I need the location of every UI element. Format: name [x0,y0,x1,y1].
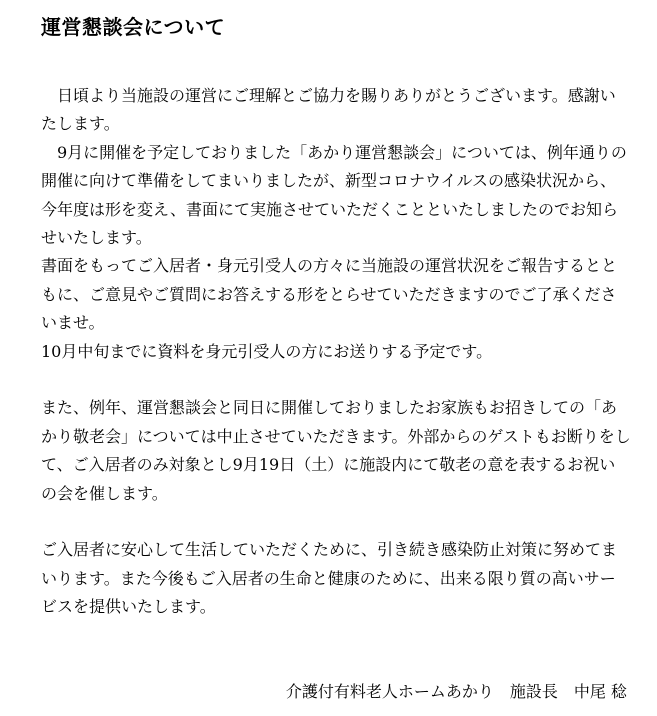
signature-line: 介護付有料老人ホームあかり 施設長 中尾 稔 [285,682,627,701]
paragraph-respect-for-aged: また、例年、運営懇談会と同日に開催しておりましたお家族もお招きしての「あかり敬老会」については中止させていただきます。外部からのゲストもお断りをして、ご入居者のみ対象とし9月19日（土）に施設内にて敬老の意を表するお祝いの会を催します。 [41,398,631,503]
paragraph-infection-control: ご入居者に安心して生活していただくために、引き続き感染防止対策に努めてまいります。また今後もご入居者の生命と健康のために、出来る限り質の高いサービスを提供いたします。 [41,540,618,617]
document-title: 運営懇談会について [41,15,226,39]
paragraph-meeting-change: 9月に開催を予定しておりました「あかり運営懇談会」については、例年通りの開催に向けて準備をしてまいりましたが、新型コロナウイルスの感染状況から、今年度は形を変え、書面にて実施させていただくことといたしましたのでお知らせいたします。 [41,142,627,248]
paragraph-materials-schedule: 10月中旬までに資料を身元引受人の方にお送りする予定です。 [41,341,493,361]
paragraph-spacer [41,508,631,536]
paragraph-spacer [41,366,631,394]
paragraph-written-report: 書面をもってご入居者・身元引受人の方々に当施設の運営状況をご報告するとともに、ご意見やご質問にお答えする形をとらせていただきますのでご了承くださいませ。 [41,256,618,333]
paragraph-greeting: 日頃より当施設の運営にご理解とご協力を賜りありがとうございます。感謝いたします。 [41,86,616,134]
document-body [41,82,631,622]
